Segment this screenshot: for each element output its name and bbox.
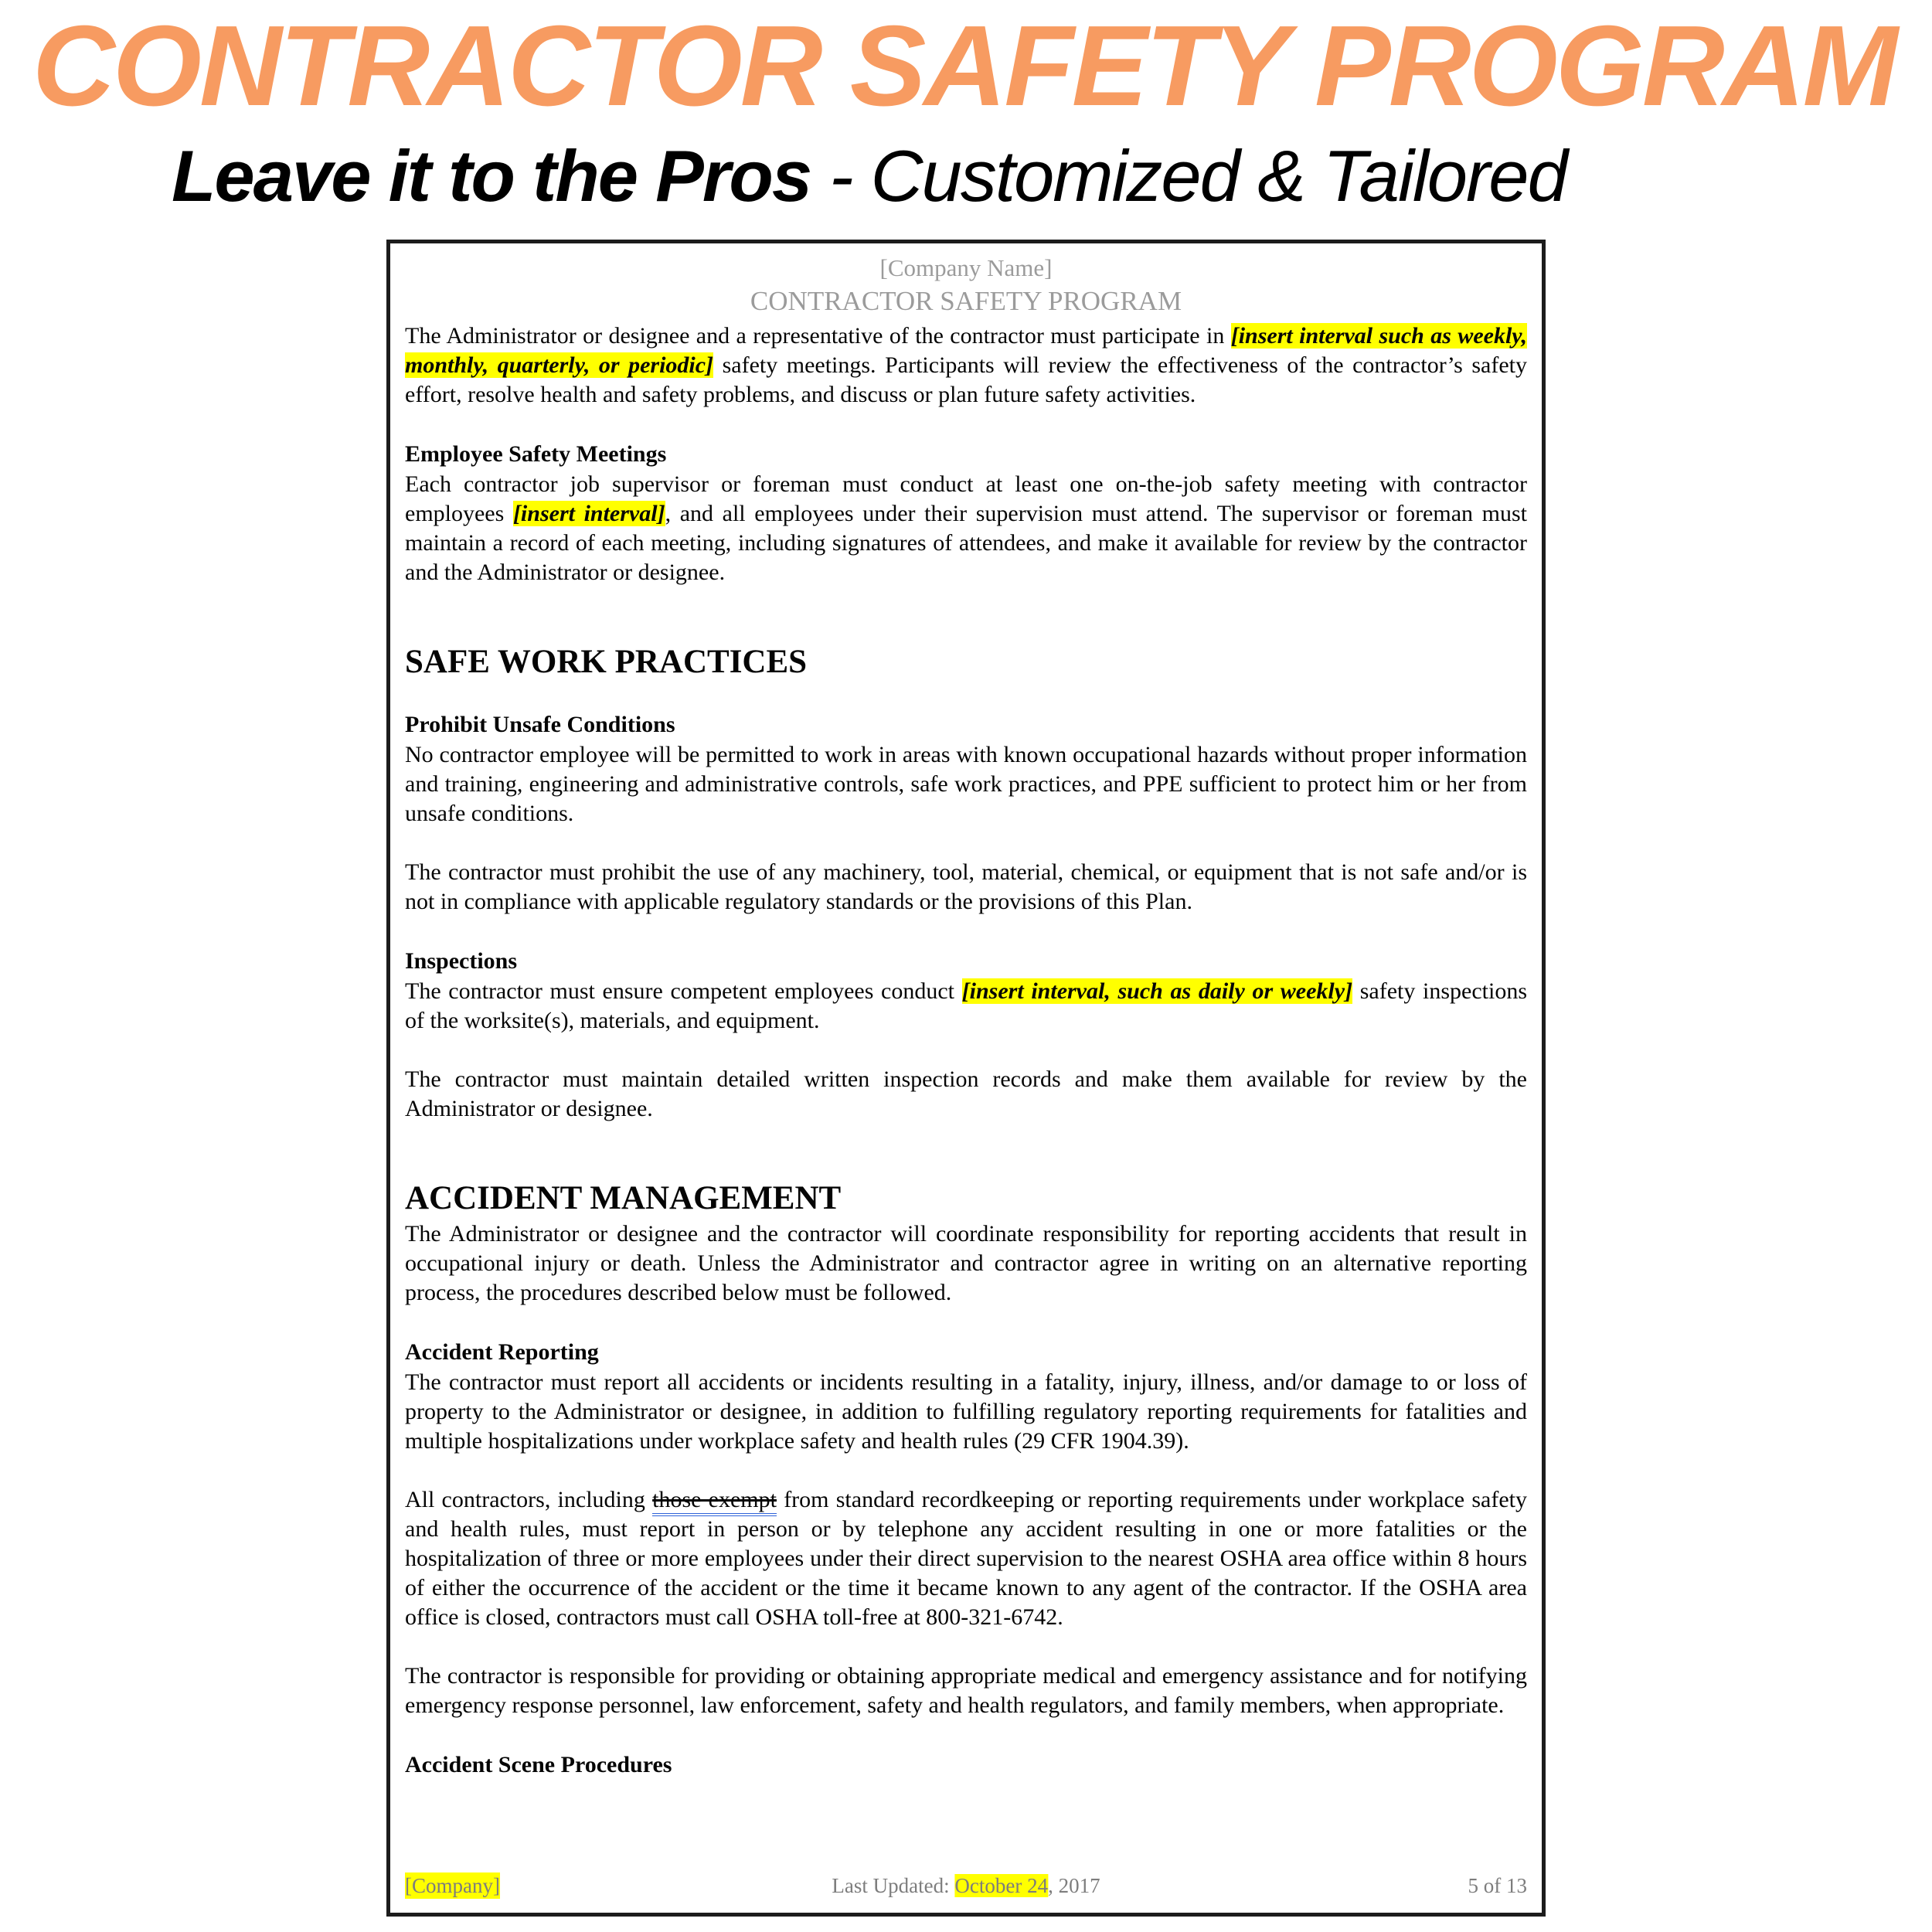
- doc-section-heading: ACCIDENT MANAGEMENT: [405, 1180, 842, 1216]
- doc-paragraph: [405, 858, 1527, 917]
- footer-updated-label: Last Updated:: [832, 1874, 955, 1897]
- doc-paragraph: [405, 1219, 1527, 1308]
- footer-page-number: 5 of 13: [1468, 1874, 1527, 1897]
- doc-text: Each contractor job supervisor or foreman must conduct at least one on-the-job safety meeting with contractor employees: [405, 471, 1527, 526]
- doc-section-heading: Accident Scene Procedures: [405, 1752, 672, 1777]
- doc-text: No contractor employee will be permitted to work in areas with known occupational hazards without proper information and training, engineering and administrative controls, safe work practices, and PPE sufficient to protect him or her from unsafe conditions.: [405, 742, 1527, 826]
- footer-last-updated: [832, 1872, 1100, 1899]
- banner-subtitle-tagline: - Customized & Tailored: [811, 135, 1566, 216]
- doc-paragraph: [405, 1368, 1527, 1456]
- banner-subtitle-bold: Leave it to the Pros: [172, 135, 811, 216]
- insert-placeholder-highlight: [insert interval, such as daily or weekly]: [961, 978, 1353, 1004]
- banner-title: CONTRACTOR SAFETY PROGRAM: [32, 2, 1896, 130]
- doc-text: The contractor must maintain detailed written inspection records and make them available for review by the Administrator or designee.: [405, 1066, 1527, 1121]
- doc-paragraph: [405, 321, 1527, 410]
- doc-paragraph: [405, 470, 1527, 587]
- doc-text: , and all employees under their supervision must attend. The supervisor or foreman must maintain a record of each meeting, including signatures of attendees, and make it available for review by the contractor and the Administrator or designee.: [405, 501, 1528, 585]
- doc-text: The Administrator or designee and a representative of the contractor must participate in: [405, 323, 1231, 349]
- doc-header-company-name: [Company Name]: [879, 254, 1053, 281]
- doc-section-heading: SAFE WORK PRACTICES: [405, 644, 808, 680]
- doc-paragraph: [405, 1485, 1527, 1632]
- doc-header: [405, 253, 1527, 318]
- doc-paragraph: [405, 1065, 1527, 1124]
- doc-text: safety inspections of the worksite(s), materials, and equipment.: [405, 978, 1528, 1033]
- doc-text: The contractor must prohibit the use of any machinery, tool, material, chemical, or equipment that is not safe and/or is not in compliance with applicable regulatory standards or the provisions of this Plan.: [405, 859, 1527, 914]
- doc-paragraph: [405, 740, 1527, 828]
- insert-placeholder-highlight: [insert interval]: [512, 501, 665, 526]
- doc-text: The contractor must ensure competent employees conduct: [405, 978, 962, 1004]
- doc-text: All contractors, including: [405, 1487, 653, 1512]
- document-page: [386, 240, 1546, 1917]
- banner-subtitle: [172, 130, 1566, 223]
- doc-text: from standard recordkeeping or reporting requirements under workplace safety and health rules, must report in person or by telephone any accident resulting in one or more fatalities or the hospitalization of three or more employees under their direct supervision to the nearest OSHA area office within 8 hours of either the occurrence of the accident or the time it became known to any agent of the contractor. If the OSHA area office is closed, contractors must call OSHA toll-free at 800-321-6742.: [405, 1487, 1527, 1630]
- doc-header-title: CONTRACTOR SAFETY PROGRAM: [750, 286, 1182, 316]
- doc-section-heading: Inspections: [405, 948, 518, 974]
- footer-company: [Company]: [405, 1874, 500, 1897]
- footer-updated-date-highlight: October 24: [954, 1874, 1049, 1897]
- doc-body: [405, 321, 1527, 1781]
- doc-paragraph: [405, 977, 1527, 1036]
- insert-placeholder-highlight: [insert interval such as weekly, monthly, quarterly, or periodic]: [405, 323, 1528, 378]
- doc-text: The contractor must report all accidents or incidents resulting in a fatality, injury, illness, and/or damage to or loss of property to the Administrator or designee, in addition to fulfilling regulatory reporting requirements for fatalities and multiple hospitalizations under workplace safety and health rules (29 CFR 1904.39).: [405, 1369, 1527, 1454]
- doc-section-heading: Accident Reporting: [405, 1339, 599, 1365]
- doc-text: The Administrator or designee and the contractor will coordinate responsibility for reporting accidents that result in occupational injury or death. Unless the Administrator and contractor agree in writing on an alternative reporting process, the procedures described below must be followed.: [405, 1221, 1527, 1305]
- doc-text: safety meetings. Participants will review the effectiveness of the contractor’s safety effort, resolve health and safety problems, and discuss or plan future safety activities.: [405, 352, 1527, 407]
- footer-updated-year: , 2017: [1048, 1874, 1100, 1897]
- doc-paragraph: [405, 1662, 1527, 1720]
- doc-section-heading: Prohibit Unsafe Conditions: [405, 712, 675, 737]
- doc-section-heading: Employee Safety Meetings: [405, 441, 667, 467]
- struck-through-hyperlink[interactable]: those exempt: [652, 1487, 777, 1516]
- doc-text: The contractor is responsible for providing or obtaining appropriate medical and emergency assistance and for notifying emergency response personnel, law enforcement, safety and health regulators, and family members, when appropriate.: [405, 1663, 1527, 1718]
